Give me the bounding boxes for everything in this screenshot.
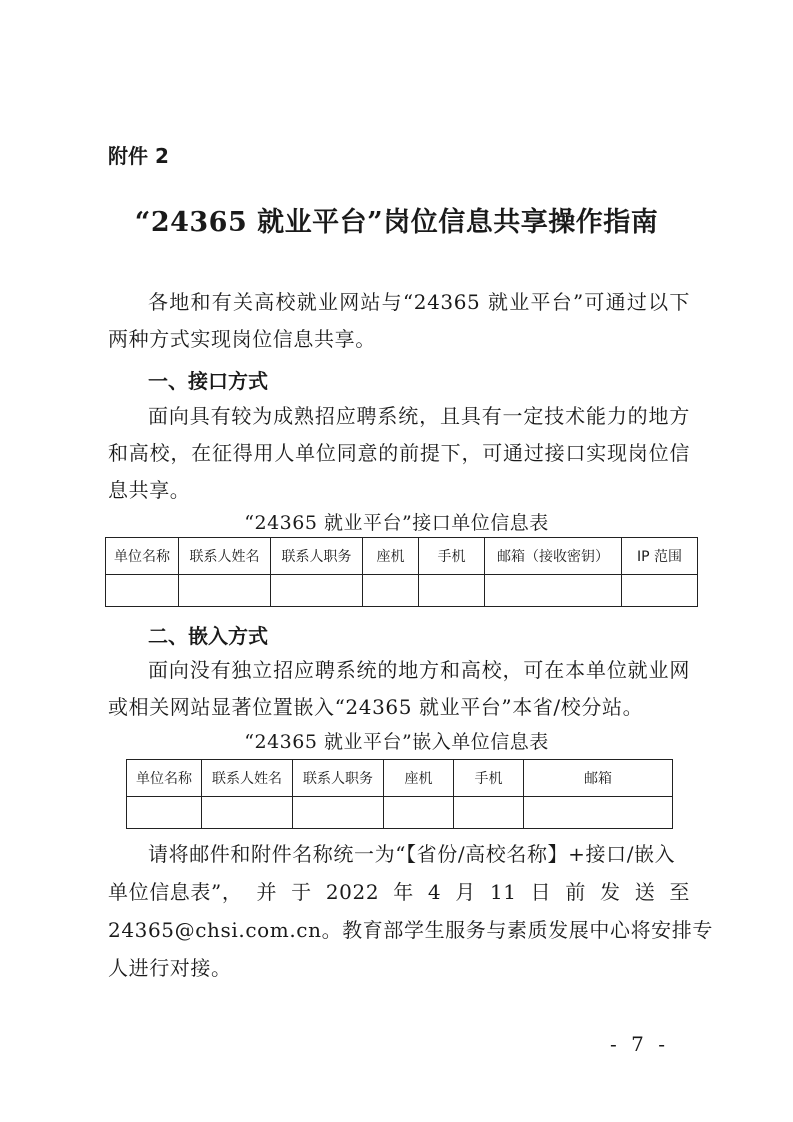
closing-word: 4 (427, 880, 442, 904)
table-cell-empty (106, 575, 179, 607)
closing-line-spread (108, 873, 690, 911)
section-heading-interface: 一、接口方式 (148, 369, 268, 393)
section-body-embed: 面向没有独立招应聘系统的地方和高校，可在本单位就业网或相关网站显著位置嵌入“24365 就业平台”本省/校分站。 (108, 658, 690, 719)
table-cell-empty (622, 575, 698, 607)
closing-line: 人进行对接。 (108, 956, 232, 980)
table-header-cell: 手机 (419, 538, 485, 575)
interface-unit-info-table (105, 537, 698, 607)
closing-word: 日 (530, 880, 552, 904)
table-header-cell: 邮箱 (524, 760, 673, 797)
table-cell-empty (363, 575, 419, 607)
closing-word: 送 (634, 880, 656, 904)
embed-unit-info-table (126, 759, 673, 829)
table-cell-empty (127, 797, 202, 829)
table-cell-empty (179, 575, 271, 607)
closing-word: 于 (291, 880, 312, 904)
table-row (106, 575, 698, 607)
table-header-cell: 联系人职务 (271, 538, 363, 575)
table-header-cell: 联系人职务 (293, 760, 384, 797)
table-cell-empty (271, 575, 363, 607)
closing-word: 发 (600, 880, 621, 904)
table-cell-empty (454, 797, 524, 829)
table-row (127, 797, 673, 829)
closing-word: 至 (669, 880, 690, 904)
closing-paragraph (108, 835, 713, 987)
closing-word: 单位信息表”， (108, 880, 243, 904)
closing-word: 前 (565, 880, 586, 904)
table-header-cell: 手机 (454, 760, 524, 797)
table-header-row (127, 760, 673, 797)
table-header-cell: 座机 (363, 538, 419, 575)
closing-word: 11 (489, 880, 517, 904)
section-heading-embed: 二、嵌入方式 (148, 624, 268, 648)
section-body-interface: 面向具有较为成熟招应聘系统，且具有一定技术能力的地方和高校，在征得用人单位同意的前提下，可通过接口实现岗位信息共享。 (108, 404, 690, 502)
closing-word: 并 (256, 880, 278, 904)
table-header-cell: 联系人姓名 (202, 760, 293, 797)
closing-word: 月 (455, 880, 476, 904)
table-header-row (106, 538, 698, 575)
table-cell-empty (524, 797, 673, 829)
table-header-cell: 单位名称 (127, 760, 202, 797)
document-title: “24365 就业平台”岗位信息共享操作指南 (134, 207, 659, 238)
table-cell-empty (485, 575, 622, 607)
table-caption-embed: “24365 就业平台”嵌入单位信息表 (244, 731, 549, 753)
table-cell-empty (419, 575, 485, 607)
table-header-cell: 座机 (384, 760, 454, 797)
closing-line: 请将邮件和附件名称统一为“【省份/高校名称】+接口/嵌入 (148, 842, 676, 866)
closing-word: 年 (393, 880, 414, 904)
table-cell-empty (293, 797, 384, 829)
closing-line: 24365@chsi.com.cn。教育部学生服务与素质发展中心将安排专 (108, 918, 713, 942)
table-header-cell: 单位名称 (106, 538, 179, 575)
table-header-cell: 邮箱（接收密钥） (485, 538, 622, 575)
attachment-label: 附件 2 (108, 144, 169, 168)
closing-word: 2022 (325, 880, 380, 904)
table-header-cell: IP 范围 (622, 538, 698, 575)
page-number: - 7 - (610, 1032, 669, 1056)
intro-paragraph: 各地和有关高校就业网站与“24365 就业平台”可通过以下两种方式实现岗位信息共享。 (108, 290, 690, 351)
table-cell-empty (384, 797, 454, 829)
table-header-cell: 联系人姓名 (179, 538, 271, 575)
table-caption-interface: “24365 就业平台”接口单位信息表 (244, 512, 549, 534)
table-cell-empty (202, 797, 293, 829)
